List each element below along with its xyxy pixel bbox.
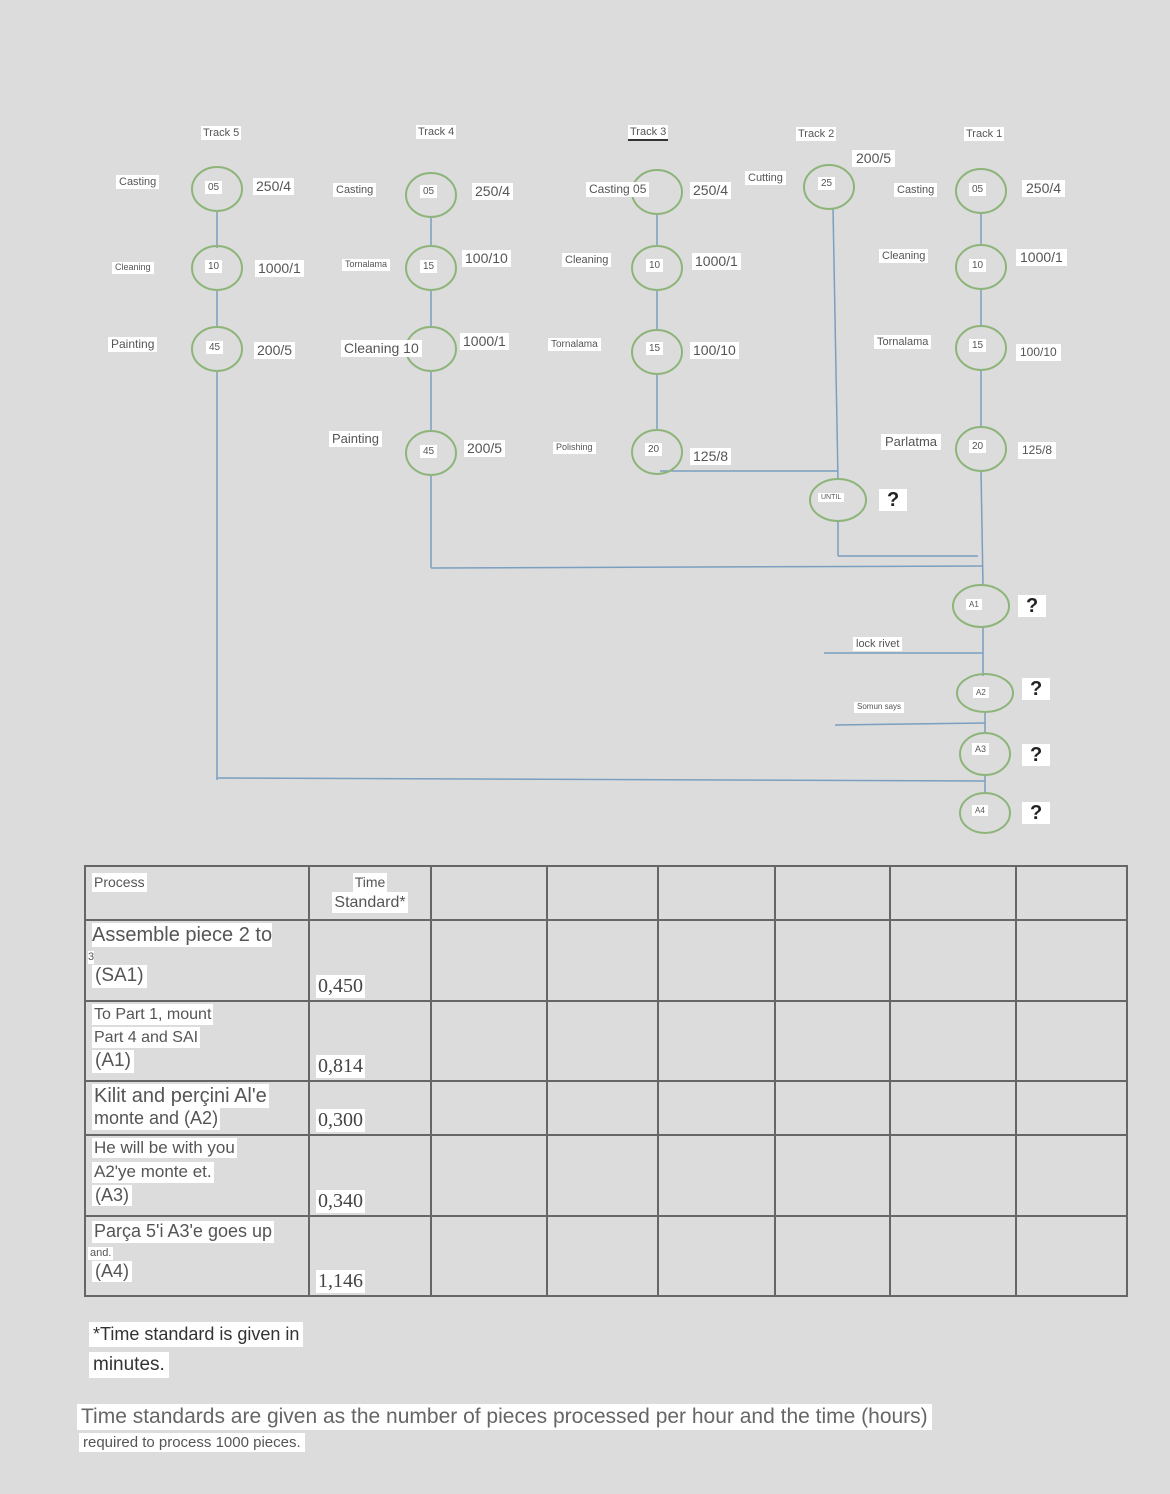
table-row xyxy=(85,1001,1127,1081)
rate-label: 125/8 xyxy=(690,448,731,465)
footnote-explanation: Time standards are given as the number of pieces processed per hour and the time (hours) xyxy=(77,1404,932,1430)
process-text: monte and (A2) xyxy=(94,1108,219,1128)
rate-label: 200/5 xyxy=(852,150,895,167)
node-id: 10 xyxy=(646,259,663,272)
process-label: Cutting xyxy=(745,171,786,185)
time-value: 1,146 xyxy=(318,1270,363,1292)
node-id: A3 xyxy=(972,743,989,755)
time-value: 0,300 xyxy=(318,1109,363,1131)
header-process-label: Process xyxy=(94,874,145,890)
time-value: 0,814 xyxy=(318,1055,363,1077)
track-1-header: Track 1 xyxy=(966,128,1003,140)
process-label: Somun says xyxy=(854,702,904,713)
nut-line xyxy=(835,723,985,725)
header-standard-label: Standard* xyxy=(332,892,407,913)
time-cell xyxy=(309,1135,431,1216)
process-label: Casting xyxy=(116,175,159,189)
unknown-marker: ? xyxy=(1018,595,1046,617)
table-row xyxy=(85,1081,1127,1135)
node-id: A2 xyxy=(973,687,989,698)
process-label: Cleaning xyxy=(562,253,611,267)
node-id: 25 xyxy=(818,177,835,190)
process-cell xyxy=(85,920,309,1001)
rate-label: 250/4 xyxy=(690,182,731,199)
process-text: (A3) xyxy=(92,1185,132,1207)
process-text: A2'ye monte et. xyxy=(94,1162,212,1182)
rate-label: 200/5 xyxy=(464,440,505,457)
process-text: He will be with you xyxy=(94,1138,235,1157)
track2-line xyxy=(833,208,838,480)
time-value: 0,340 xyxy=(318,1190,363,1212)
rate-label: 200/5 xyxy=(254,342,295,359)
node-id: 05 xyxy=(420,185,437,198)
track-4-header: Track 4 xyxy=(418,126,455,138)
track4-connector xyxy=(431,566,983,568)
process-cell xyxy=(85,1135,309,1216)
header-time-label: Time xyxy=(354,874,386,890)
time-cell xyxy=(309,1216,431,1296)
table-row xyxy=(85,920,1127,1001)
table-header-row xyxy=(85,866,1127,920)
rate-label: 250/4 xyxy=(253,178,294,195)
process-label: Casting xyxy=(333,183,376,197)
node-id: 15 xyxy=(420,260,437,273)
process-label: Cleaning xyxy=(879,249,928,263)
node-id: 10 xyxy=(969,259,986,272)
rate-label: 100/10 xyxy=(1016,344,1061,361)
process-cell xyxy=(85,1081,309,1135)
process-text: Kilit and perçini Al'e xyxy=(94,1085,267,1107)
process-label: Tornalama xyxy=(548,338,601,351)
process-text: Parça 5'i A3'e goes up xyxy=(94,1221,272,1241)
process-label: Cleaning xyxy=(112,262,154,274)
node-id: 15 xyxy=(646,342,663,355)
rate-label: 100/10 xyxy=(462,250,511,267)
process-label: Parlatma xyxy=(881,434,941,450)
node-id: 45 xyxy=(206,341,223,354)
time-cell xyxy=(309,1081,431,1135)
process-label: Painting xyxy=(108,337,157,352)
header-time xyxy=(309,866,431,920)
time-cell xyxy=(309,1001,431,1081)
process-label: Polishing xyxy=(553,442,596,454)
rate-label: 1000/1 xyxy=(692,253,741,270)
rate-label: 125/8 xyxy=(1018,442,1056,459)
process-text: (A1) xyxy=(92,1050,134,1073)
track-5-header: Track 5 xyxy=(203,127,240,139)
table-row xyxy=(85,1216,1127,1296)
time-standard-table xyxy=(84,865,1128,1297)
process-label: Tornalama xyxy=(874,335,931,349)
unknown-marker: ? xyxy=(1022,802,1050,824)
track1-line xyxy=(981,470,983,586)
process-text: (A4) xyxy=(92,1261,132,1283)
process-label: Cleaning 10 xyxy=(341,340,422,357)
rate-label: 100/10 xyxy=(690,342,739,359)
rate-label: 1000/1 xyxy=(1016,249,1067,266)
process-text: (SA1) xyxy=(92,965,147,988)
node-id: 10 xyxy=(205,260,222,273)
node-id: UNTIL xyxy=(818,493,844,502)
process-label: lock rivet xyxy=(853,637,902,651)
process-text: Part 4 and SAI xyxy=(92,1027,200,1048)
unknown-marker: ? xyxy=(1022,744,1050,766)
process-text: 3 xyxy=(88,951,95,963)
process-label: Tornalama xyxy=(342,259,390,271)
node-id: A4 xyxy=(972,805,988,816)
unknown-marker: ? xyxy=(879,489,907,511)
process-text: To Part 1, mount xyxy=(92,1004,213,1025)
unknown-marker: ? xyxy=(1022,678,1050,700)
process-cell xyxy=(85,1216,309,1296)
node-id: 05 xyxy=(205,181,222,194)
rate-label: 1000/1 xyxy=(255,260,304,277)
footnote-time-standard: *Time standard is given in xyxy=(89,1322,303,1347)
node-id: 20 xyxy=(969,440,986,453)
process-label: Casting 05 xyxy=(586,182,649,197)
track-2-header: Track 2 xyxy=(798,128,835,140)
node-id: A1 xyxy=(966,599,982,610)
rate-label: 250/4 xyxy=(1022,180,1065,197)
node-id: 05 xyxy=(969,183,986,196)
rate-label: 250/4 xyxy=(472,183,513,200)
table-row xyxy=(85,1135,1127,1216)
node-id: 20 xyxy=(645,443,662,456)
track-3-header: Track 3 xyxy=(628,125,668,141)
rate-label: 1000/1 xyxy=(460,333,509,350)
process-label: Painting xyxy=(329,431,382,447)
node-id: 45 xyxy=(420,445,437,458)
process-text: Assemble piece 2 to xyxy=(92,924,273,946)
footnote-explanation-2: required to process 1000 pieces. xyxy=(79,1433,305,1452)
time-cell xyxy=(309,920,431,1001)
process-label: Casting xyxy=(894,183,937,197)
track5-connector xyxy=(217,778,985,781)
process-text: and. xyxy=(90,1246,112,1259)
process-cell xyxy=(85,1001,309,1081)
time-value: 0,450 xyxy=(318,975,363,997)
footnote-minutes: minutes. xyxy=(89,1352,169,1378)
node-id: 15 xyxy=(969,339,986,352)
header-process xyxy=(85,866,309,920)
